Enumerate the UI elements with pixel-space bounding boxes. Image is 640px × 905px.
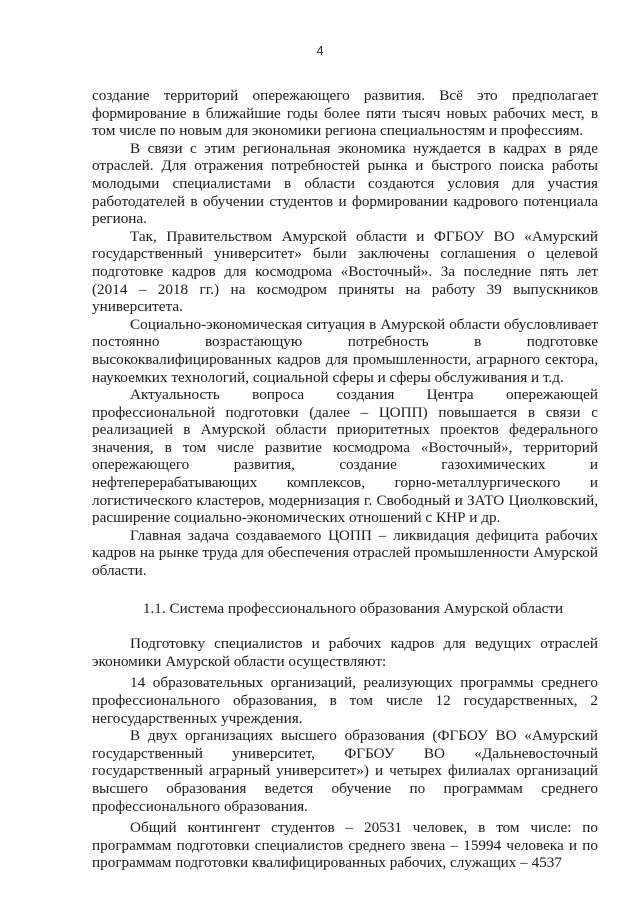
document-body [92,87,598,872]
page-number: 4 [316,43,324,58]
section-heading: 1.1. Система профессионального образования Амурской области [142,599,564,617]
paragraph: Так, Правительством Амурской области и ФГБОУ ВО «Амурский государственный университет» были заключены соглашения о целевой подготовке кадров для космодрома «Восточный». За последние пять лет (2014 – 2018 гг.) на космодром приняты на работу 39 выпускников университета. [92,227,598,316]
paragraph: Социально-экономическая ситуация в Амурской области обусловливает постоянно возрастающую потребность в подготовке высококвалифицированных кадров для промышленности, аграрного сектора, наукоемких технологий, социальной сферы и сферы обслуживания и т.д. [92,315,598,386]
paragraph: 14 образовательных организаций, реализующих программы среднего профессионального образования, в том числе 12 государственных, 2 негосударственных учреждения. [92,674,598,727]
paragraph: Главная задача создаваемого ЦОПП – ликвидация дефицита рабочих кадров на рынке труда для обеспечения отраслей промышленности Амурской области. [92,526,598,580]
paragraph: Актуальность вопроса создания Центра опережающей профессиональной подготовки (далее – ЦОПП) повышается в связи с реализацией в Амурской области приоритетных проектов федерального значения, в том числе развитие космодрома «Восточный», территорий опережающего развития, создание газохимических и нефтеперерабатывающих комплексов, горно-металлургического и логистического кластеров, модернизация г. Свободный и ЗАТО Циолковский, расширение социально-экономических отношений с КНР и др. [92,386,598,527]
paragraph: Подготовку специалистов и рабочих кадров для ведущих отраслей экономики Амурской области осуществляют: [92,635,598,670]
paragraph: В двух организациях высшего образования (ФГБОУ ВО «Амурский государственный университет, ФГБОУ ВО «Дальневосточный государственный аграрный университет») и четырех филиалах организаций высшего образования ведется обучение по программам среднего профессионального образования. [92,727,598,815]
paragraph: Общий контингент студентов – 20531 человек, в том числе: по программам подготовки специалистов среднего звена – 15994 человека и по программам подготовки квалифицированных рабочих, служащих – 4537 [92,819,598,872]
paragraph: В связи с этим региональная экономика нуждается в кадрах в ряде отраслей. Для отражения потребностей рынка и быстрого поиска работы молодыми специалистами в области создаются условия для участия работодателей в обучении студентов и формировании кадрового потенциала региона. [92,139,598,228]
paragraph-continuation: создание территорий опережающего развития. Всё это предполагает формирование в ближайшие годы более пяти тысяч новых рабочих мест, в том числе по новым для экономики региона специальностям и профессиям. [92,87,598,140]
